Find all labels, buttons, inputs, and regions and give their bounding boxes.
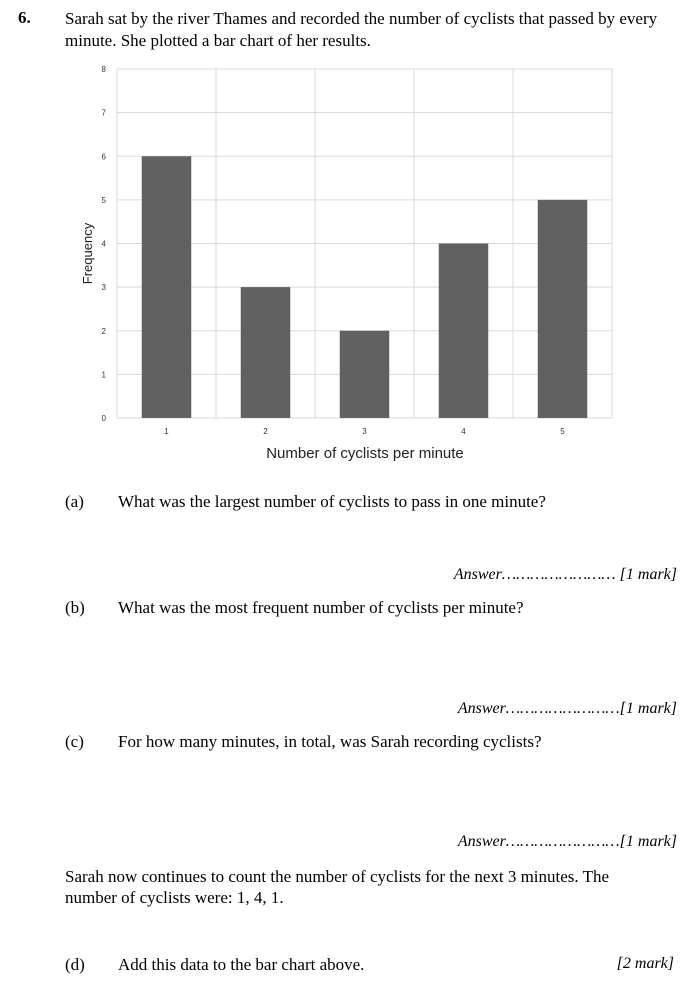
part-c-question: For how many minutes, in total, was Sarah recording cyclists? xyxy=(118,732,542,751)
x-tick-label: 1 xyxy=(164,427,169,436)
part-d-question: Add this data to the bar chart above. xyxy=(118,955,365,974)
y-tick-label: 8 xyxy=(101,65,106,74)
y-tick-labels xyxy=(102,65,107,423)
part-b-question: What was the most frequent number of cyclists per minute? xyxy=(118,598,524,617)
x-tick-label: 4 xyxy=(461,427,466,436)
x-axis-label: Number of cyclists per minute xyxy=(266,445,464,462)
x-tick-label: 3 xyxy=(362,427,367,436)
part-a-answer-line[interactable]: Answer…………………… [1 mark] xyxy=(453,566,677,583)
continuation-text: Sarah now continues to count the number of cyclists for the next 3 minutes. The number of cyclists were: 1, 4, 1. xyxy=(65,867,610,907)
x-tick-labels xyxy=(164,427,565,436)
bar-1 xyxy=(142,156,192,418)
bar-chart xyxy=(60,60,620,470)
y-tick-label: 6 xyxy=(101,152,106,162)
x-tick-label: 2 xyxy=(263,427,268,436)
bar-5 xyxy=(538,200,588,418)
part-c-label: (c) xyxy=(65,732,84,751)
part-d-marks: [2 mark] xyxy=(616,955,674,972)
bar-4 xyxy=(439,244,489,419)
question-number: 6. xyxy=(18,8,31,27)
y-tick-label: 4 xyxy=(101,239,106,249)
y-tick-label: 3 xyxy=(101,283,106,293)
part-a-question: What was the largest number of cyclists to pass in one minute? xyxy=(118,492,546,511)
part-b-label: (b) xyxy=(65,598,85,617)
y-tick-label: 7 xyxy=(101,108,106,118)
y-axis-label: Frequency xyxy=(80,222,95,285)
x-tick-label: 5 xyxy=(560,427,565,436)
part-a-label: (a) xyxy=(65,492,84,511)
y-tick-label: 0 xyxy=(101,414,106,423)
bar-2 xyxy=(241,287,291,418)
part-d-label: (d) xyxy=(65,955,85,974)
y-tick-label: 1 xyxy=(101,370,106,380)
y-tick-label: 5 xyxy=(101,195,106,205)
bar-3 xyxy=(340,331,390,418)
part-b-answer-line[interactable]: Answer……………………[1 mark] xyxy=(457,700,677,717)
part-c-answer-line[interactable]: Answer……………………[1 mark] xyxy=(457,833,677,850)
y-tick-label: 2 xyxy=(101,326,106,336)
question-intro: Sarah sat by the river Thames and recorded the number of cyclists that passed by every minute. She plotted a bar chart of her results. xyxy=(65,9,658,50)
